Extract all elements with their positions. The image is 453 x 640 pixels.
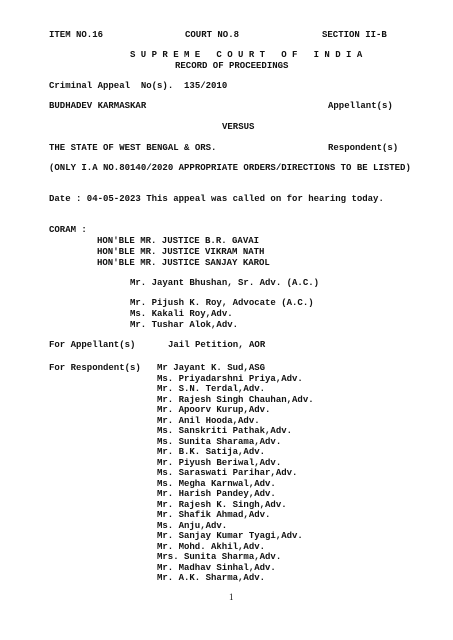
respondent-counsel-item: Mr. A.K. Sharma,Adv.	[157, 573, 266, 583]
respondent-counsel-item: Mr. Harish Pandey,Adv.	[157, 489, 276, 499]
respondent-counsel-item: Mr. Rajesh K. Singh,Adv.	[157, 499, 287, 510]
page-number: 1	[229, 592, 234, 602]
amicus-3: Mr. Tushar Alok,Adv.	[130, 320, 239, 330]
case-number: Criminal Appeal No(s). 135/2010	[49, 81, 228, 91]
respondent-counsel-item: Mr. Madhav Sinhal,Adv.	[157, 562, 276, 573]
coram-label: CORAM :	[49, 225, 87, 235]
court-number: COURT NO.8	[185, 30, 240, 40]
respondent-counsel-item: Mr. B.K. Satija,Adv.	[157, 447, 266, 457]
hearing-date-line: Date : 04-05-2023 This appeal was called on for hearing today.	[49, 194, 384, 204]
judge-1: HON'BLE MR. JUSTICE B.R. GAVAI	[97, 236, 260, 246]
court-title: S U P R E M E C O U R T O F I N D I A	[130, 50, 363, 60]
section-label: SECTION II-B	[322, 30, 387, 40]
respondent-counsel-item: Mr. S.N. Terdal,Adv.	[157, 384, 266, 394]
respondent-counsel-item: Mrs. Sunita Sharma,Adv.	[157, 552, 282, 562]
appellant-role: Appellant(s)	[328, 101, 393, 111]
record-subtitle: RECORD OF PROCEEDINGS	[175, 61, 289, 71]
respondent-counsel-item: Mr. Piyush Beriwal,Adv.	[157, 457, 282, 468]
judge-3: HON'BLE MR. JUSTICE SANJAY KAROL	[97, 258, 270, 268]
respondent-counsel-item: Mr. Apoorv Kurup,Adv.	[157, 405, 271, 415]
respondent-counsel-item: Ms. Saraswati Parihar,Adv.	[157, 468, 298, 478]
respondent-counsel-item: Ms. Sunita Sharama,Adv.	[157, 436, 282, 447]
respondent-name: THE STATE OF WEST BENGAL & ORS.	[49, 143, 217, 153]
judge-2: HON'BLE MR. JUSTICE VIKRAM NATH	[97, 247, 265, 257]
amicus-2: Ms. Kakali Roy,Adv.	[130, 309, 233, 319]
respondent-counsel-item: Mr. Shafik Ahmad,Adv.	[157, 510, 271, 520]
respondent-counsel-item: Mr. Mohd. Akhil,Adv.	[157, 541, 266, 552]
respondent-counsel-item: Ms. Anju,Adv.	[157, 520, 228, 531]
respondent-counsel-item: Mr. Anil Hooda,Adv.	[157, 415, 260, 426]
amicus-1: Mr. Pijush K. Roy, Advocate (A.C.)	[130, 298, 314, 308]
respondent-counsel-item: Mr. Sanjay Kumar Tyagi,Adv.	[157, 531, 303, 541]
respondent-counsel-item: Ms. Priyadarshni Priya,Adv.	[157, 373, 303, 384]
listing-note: (ONLY I.A NO.80140/2020 APPROPRIATE ORDERS/DIRECTIONS TO BE LISTED)	[49, 163, 411, 173]
item-number: ITEM NO.16	[49, 30, 104, 40]
respondent-counsel-item: Ms. Megha Karnwal,Adv.	[157, 478, 276, 489]
respondent-counsel-label: For Respondent(s)	[49, 363, 141, 373]
amicus-senior: Mr. Jayant Bhushan, Sr. Adv. (A.C.)	[130, 278, 320, 288]
appellant-counsel-value: Jail Petition, AOR	[168, 340, 266, 350]
respondent-counsel-item: Mr Jayant K. Sud,ASG	[157, 363, 266, 373]
respondent-counsel-item: Ms. Sanskriti Pathak,Adv.	[157, 426, 293, 436]
appellant-counsel-label: For Appellant(s)	[49, 340, 136, 350]
versus-label: VERSUS	[222, 122, 255, 132]
respondent-counsel-item: Mr. Rajesh Singh Chauhan,Adv.	[157, 394, 314, 405]
appellant-name: BUDHADEV KARMASKAR	[49, 101, 147, 111]
respondent-role: Respondent(s)	[328, 143, 399, 153]
